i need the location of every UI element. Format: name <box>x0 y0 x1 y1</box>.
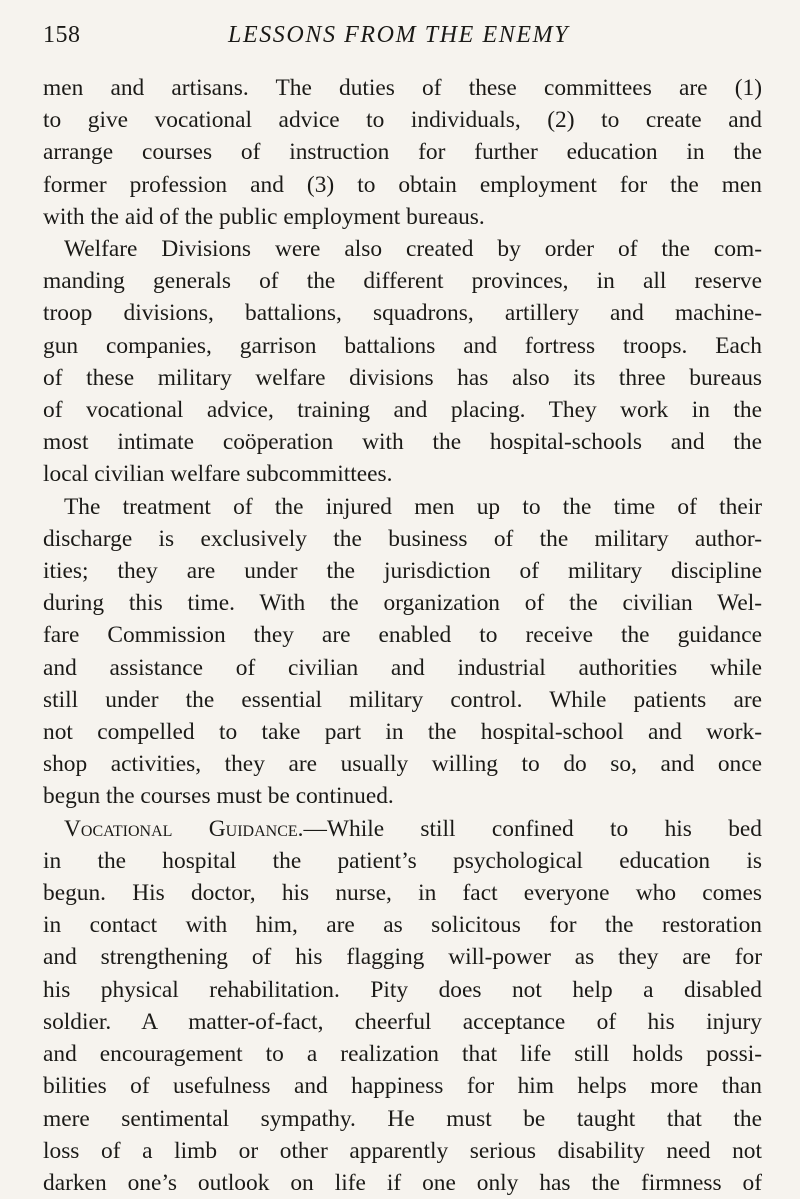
page-number: 158 <box>43 22 81 48</box>
text-line: still under the essential military control. While patients are <box>43 686 762 713</box>
text-line: discharge is exclusively the business of the military author- <box>43 525 762 552</box>
text-line: with the aid of the public employment bureaus. <box>43 203 485 230</box>
text-line: during this time. With the organization of the civilian Wel- <box>43 590 762 617</box>
text-line: in contact with him, are as solicitous for the restoration <box>43 912 762 939</box>
text-line: not compelled to take part in the hospital-school and work- <box>43 719 762 746</box>
text-line: arrange courses of instruction for further education in the <box>43 139 762 166</box>
text-line: his physical rehabilitation. Pity does not help a disabled <box>43 976 762 1003</box>
text-line: gun companies, garrison battalions and fortress troops. Each <box>43 332 762 359</box>
text-line: men and artisans. The duties of these committees are (1) <box>43 75 762 101</box>
text-line: in the hospital the patient’s psychological education is <box>43 847 762 874</box>
running-title: LESSONS FROM THE ENEMY <box>228 22 570 48</box>
text-line: ities; they are under the jurisdiction of military discipline <box>43 558 762 585</box>
text-line: begun. His doctor, his nurse, in fact everyone who comes <box>43 880 762 907</box>
text-line: and encouragement to a realization that life still holds possi- <box>43 1041 762 1068</box>
text-line: darken one’s outlook on life if one only has the firmness of <box>43 1169 762 1196</box>
text-line: loss of a limb or other apparently serious disability need not <box>43 1137 762 1164</box>
text-line: fare Commission they are enabled to receive the guidance <box>43 622 762 649</box>
text-line: local civilian welfare subcommittees. <box>43 461 393 488</box>
text-line: to give vocational advice to individuals, (2) to create and <box>43 107 762 134</box>
body-text <box>43 72 762 1199</box>
text-line: mere sentimental sympathy. He must be taught that the <box>43 1105 762 1132</box>
section-first-line <box>43 813 762 845</box>
text-line: The treatment of the injured men up to the time of their <box>64 493 762 520</box>
text-line: troop divisions, battalions, squadrons, artillery and machine- <box>43 300 762 327</box>
text-line: manding generals of the different provinces, in all reserve <box>43 268 762 295</box>
running-header <box>43 18 762 52</box>
text-line: and assistance of civilian and industrial authorities while <box>43 654 762 681</box>
section-heading: Vocational Guidance. <box>64 815 304 842</box>
text-line: begun the courses must be continued. <box>43 783 394 810</box>
text-line: of vocational advice, training and placing. They work in the <box>43 397 762 424</box>
text-line: and strengthening of his flagging will-power as they are for <box>43 944 762 971</box>
text-line: soldier. A matter-of-fact, cheerful acceptance of his injury <box>43 1008 762 1035</box>
text-line: Welfare Divisions were also created by order of the com- <box>64 236 762 263</box>
text-line: shop activities, they are usually willing to do so, and once <box>43 751 762 778</box>
section-first-line-text: —While still confined to his bed <box>303 815 762 842</box>
text-line: bilities of usefulness and happiness for him helps more than <box>43 1073 762 1100</box>
text-line: former profession and (3) to obtain employment for the men <box>43 171 762 198</box>
text-line: most intimate coöperation with the hospital-schools and the <box>43 429 762 456</box>
text-line: of these military welfare divisions has also its three bureaus <box>43 364 762 391</box>
